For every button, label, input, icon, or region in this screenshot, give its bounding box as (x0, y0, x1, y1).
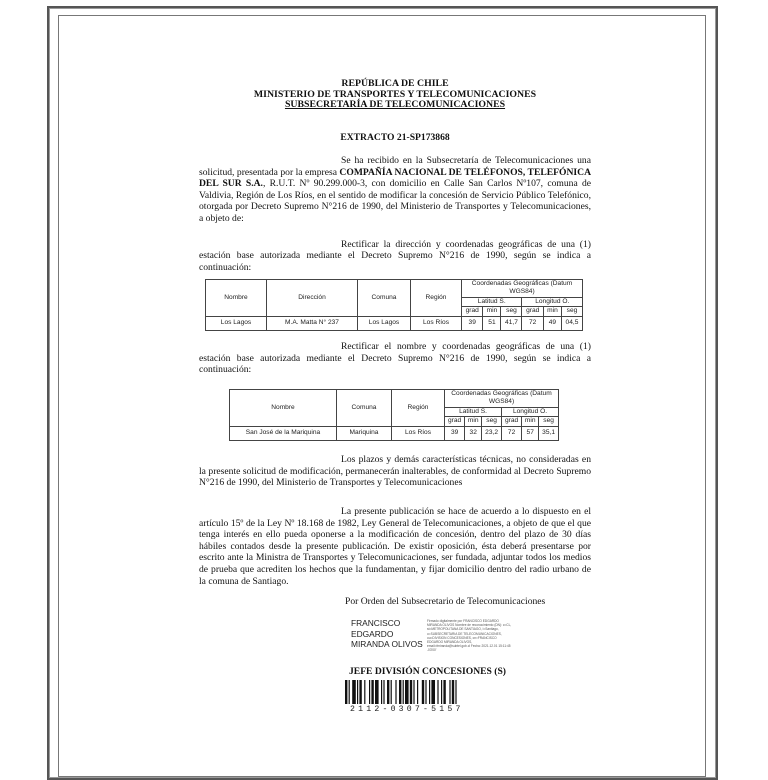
barcode-bar (381, 680, 382, 704)
barcode-bar (441, 680, 442, 704)
t1-cell-lat-seg: 41,7 (501, 316, 522, 330)
barcode-bar (399, 680, 401, 704)
t1-header-lon-grad: grad (522, 307, 543, 316)
barcode-bar (452, 680, 454, 704)
document-content (199, 78, 592, 714)
barcode-bar (403, 680, 404, 704)
t2-header-lat-min: min (465, 417, 482, 426)
t2-cell-lon-grad: 72 (501, 426, 521, 440)
barcode-bar (359, 680, 361, 704)
t1-header-lat-grad: grad (462, 307, 483, 316)
t1-header-region: Región (411, 280, 462, 317)
barcode-bar (429, 680, 430, 704)
p1-text-a: Se ha recibido en la Subsecretaría de Telecomunicaciones una solicitud, presentada por la empresa (199, 155, 591, 178)
paragraph-plazos: Los plazos y demás características técnicas, no consideradas en la presente solicitud de modificación, permanecerán inalterables, de conformidad al Decreto Supremo N°216 de 1990, del Ministerio de Transportes y Telecomunicaciones (199, 454, 591, 489)
barcode-bar (449, 680, 450, 704)
por-orden-line: Por Orden del Subsecretario de Telecomunicaciones (345, 596, 546, 607)
barcode-bar (395, 680, 396, 704)
barcode-number: 2112-0307-5157 (350, 705, 464, 714)
document-header (199, 79, 591, 111)
t1-header-coordenadas: Coordenadas Geográficas (Datum WGS84) (462, 280, 583, 298)
t2-header-lon-min: min (522, 417, 539, 426)
barcode-bar (422, 680, 424, 704)
barcode-bar (364, 680, 365, 704)
paragraph-rectificar-direccion: Rectificar la dirección y coordenadas geográficas de una (1) estación base autorizada mediante el Decreto Supremo N°216 de 1990, según se indica a continuación: (199, 238, 591, 273)
barcode-bar (383, 680, 384, 704)
t1-header-latitud: Latitud S. (462, 297, 522, 306)
barcode-bar (455, 680, 456, 704)
t2-header-latitud: Latitud S. (445, 407, 502, 416)
t2-cell-nombre: San José de la Mariquina (230, 426, 337, 440)
t1-header-lat-seg: seg (501, 307, 522, 316)
t2-header-comuna: Comuna (337, 390, 392, 427)
barcode-bar (413, 680, 414, 704)
t2-cell-lon-min: 57 (522, 426, 539, 440)
t1-header-direccion: Dirección (267, 280, 358, 317)
t1-cell-comuna: Los Lagos (358, 316, 411, 330)
t2-cell-comuna: Mariquina (337, 426, 392, 440)
t2-header-coordenadas: Coordenadas Geográficas (Datum WGS84) (445, 390, 559, 408)
t2-header-lat-grad: grad (445, 417, 465, 426)
t1-header-nombre: Nombre (206, 280, 267, 317)
company-name: COMPAÑÍA NACIONAL DE TELÉFONOS, TELEFÓNICA DEL SUR S.A. (199, 166, 591, 190)
t2-header-longitud: Longitud O. (501, 407, 558, 416)
t1-header-lat-min: min (483, 307, 501, 316)
barcode-bar (345, 680, 347, 704)
t2-cell-lon-seg: 35,1 (539, 426, 559, 440)
barcode-bar (431, 680, 435, 704)
barcode-bar (391, 680, 392, 704)
t1-cell-lat-grad: 39 (462, 316, 483, 330)
coordinates-table-2 (229, 389, 559, 441)
t2-cell-lat-grad: 39 (445, 426, 465, 440)
barcode-bar (387, 680, 389, 704)
table-row (206, 316, 583, 330)
t2-header-nombre: Nombre (230, 390, 337, 427)
t2-cell-lat-seg: 23,2 (482, 426, 502, 440)
t2-cell-lat-min: 32 (465, 426, 482, 440)
digital-signature-detail: Firmado digitalmente por FRANCISCO EDGARDO MIRANDA OLIVOS Nombre de reconocimiento (DN): c=CL, st=METROPOLITANA DE SANTIAGO, l=Santiago, o=SUBSECRETARIA DE TELECOMUNICACIONES, ou=DIVISION CONCESIONES, cn=FRANCISCO EDGARDO MIRANDA OLIVOS, email=fmiranda@subtel.gob.cl Fecha: 2021.12.01 15:11:45 -03'00' (427, 619, 512, 653)
t1-cell-lon-seg: 04,5 (561, 316, 582, 330)
coordinates-table-1 (205, 279, 583, 331)
barcode-bar (357, 680, 358, 704)
barcode-bar (410, 680, 412, 704)
barcode-bar (349, 680, 350, 704)
table-row (230, 426, 559, 440)
signer-name-line2: EDGARDO (351, 628, 394, 639)
p1-text-b: , R.U.T. Nº 90.299.000-3, con domicilio en Calle San Carlos Nº107, comuna de Valdivia, Región de Los Ríos, en el sentido de modificar la concesión de Servicio Público Telefónico, otorgada por Decreto Supremo N°216 de 1990, del Ministerio de Transportes y Telecomunicaciones, a objeto de: (199, 178, 592, 225)
t2-header-lon-seg: seg (539, 417, 559, 426)
barcode-bar (375, 680, 379, 704)
signer-name-line3: MIRANDA OLIVOS (351, 639, 423, 650)
barcode-graphic (345, 680, 493, 704)
barcode-bar (443, 680, 445, 704)
t1-header-lon-seg: seg (561, 307, 582, 316)
t1-cell-lon-min: 49 (543, 316, 561, 330)
t1-cell-lat-min: 51 (483, 316, 501, 330)
barcode-bar (369, 680, 370, 704)
t2-header-lat-seg: seg (482, 417, 502, 426)
header-ministerio: MINISTERIO DE TRANSPORTES Y TELECOMUNICACIONES (253, 88, 537, 100)
t2-header-lon-grad: grad (501, 417, 521, 426)
t1-cell-direccion: M.A. Matta N° 237 (267, 316, 358, 330)
barcode-bar (352, 680, 356, 704)
t1-header-lon-min: min (543, 307, 561, 316)
barcode-bar (425, 680, 426, 704)
t1-cell-lon-grad: 72 (522, 316, 543, 330)
t1-header-comuna: Comuna (358, 280, 411, 317)
barcode-bar (405, 680, 409, 704)
jefe-division-title: JEFE DIVISIÓN CONCESIONES (S) (349, 666, 506, 677)
paragraph-rectificar-nombre: Rectificar el nombre y coordenadas geográficas de una (1) estación base autorizada mediante el Decreto Supremo N°216 de 1990, según se indica a continuación: (199, 341, 591, 376)
t1-cell-region: Los Ríos (411, 316, 462, 330)
extracto-title: EXTRACTO 21-SP173868 (340, 131, 450, 143)
signer-name (351, 618, 423, 650)
t2-header-region: Región (392, 390, 445, 427)
barcode-bar (417, 680, 418, 704)
paragraph-publicacion: La presente publicación se hace de acuerdo a lo dispuesto en el artículo 15º de la Ley Nº 18.168 de 1982, Ley General de Telecomunicaciones, a objeto de que el que tenga interés en ello pueda oponerse a la modificación de concesión, dentro del plazo de 30 días hábiles contados desde la presente publicación. De existir oposición, ésta deberá presentarse por escrito ante la Ministra de Transportes y Telecomunicaciones, ser fundada, adjuntar todos los medios de prueba que acrediten los hechos que la fundamentan, y fijar domicilio dentro del radio urbano de la comuna de Santiago. (199, 506, 591, 587)
barcode-bar (437, 680, 438, 704)
header-republica: REPÚBLICA DE CHILE (341, 78, 449, 89)
signer-name-line1: FRANCISCO (351, 618, 401, 628)
t1-header-longitud: Longitud O. (522, 297, 583, 306)
paragraph-solicitud (199, 155, 591, 225)
t1-cell-nombre: Los Lagos (206, 316, 267, 330)
t2-cell-region: Los Ríos (392, 426, 445, 440)
header-subsecretaria: SUBSECRETARÍA DE TELECOMUNICACIONES (284, 99, 506, 110)
barcode-bar (371, 680, 373, 704)
